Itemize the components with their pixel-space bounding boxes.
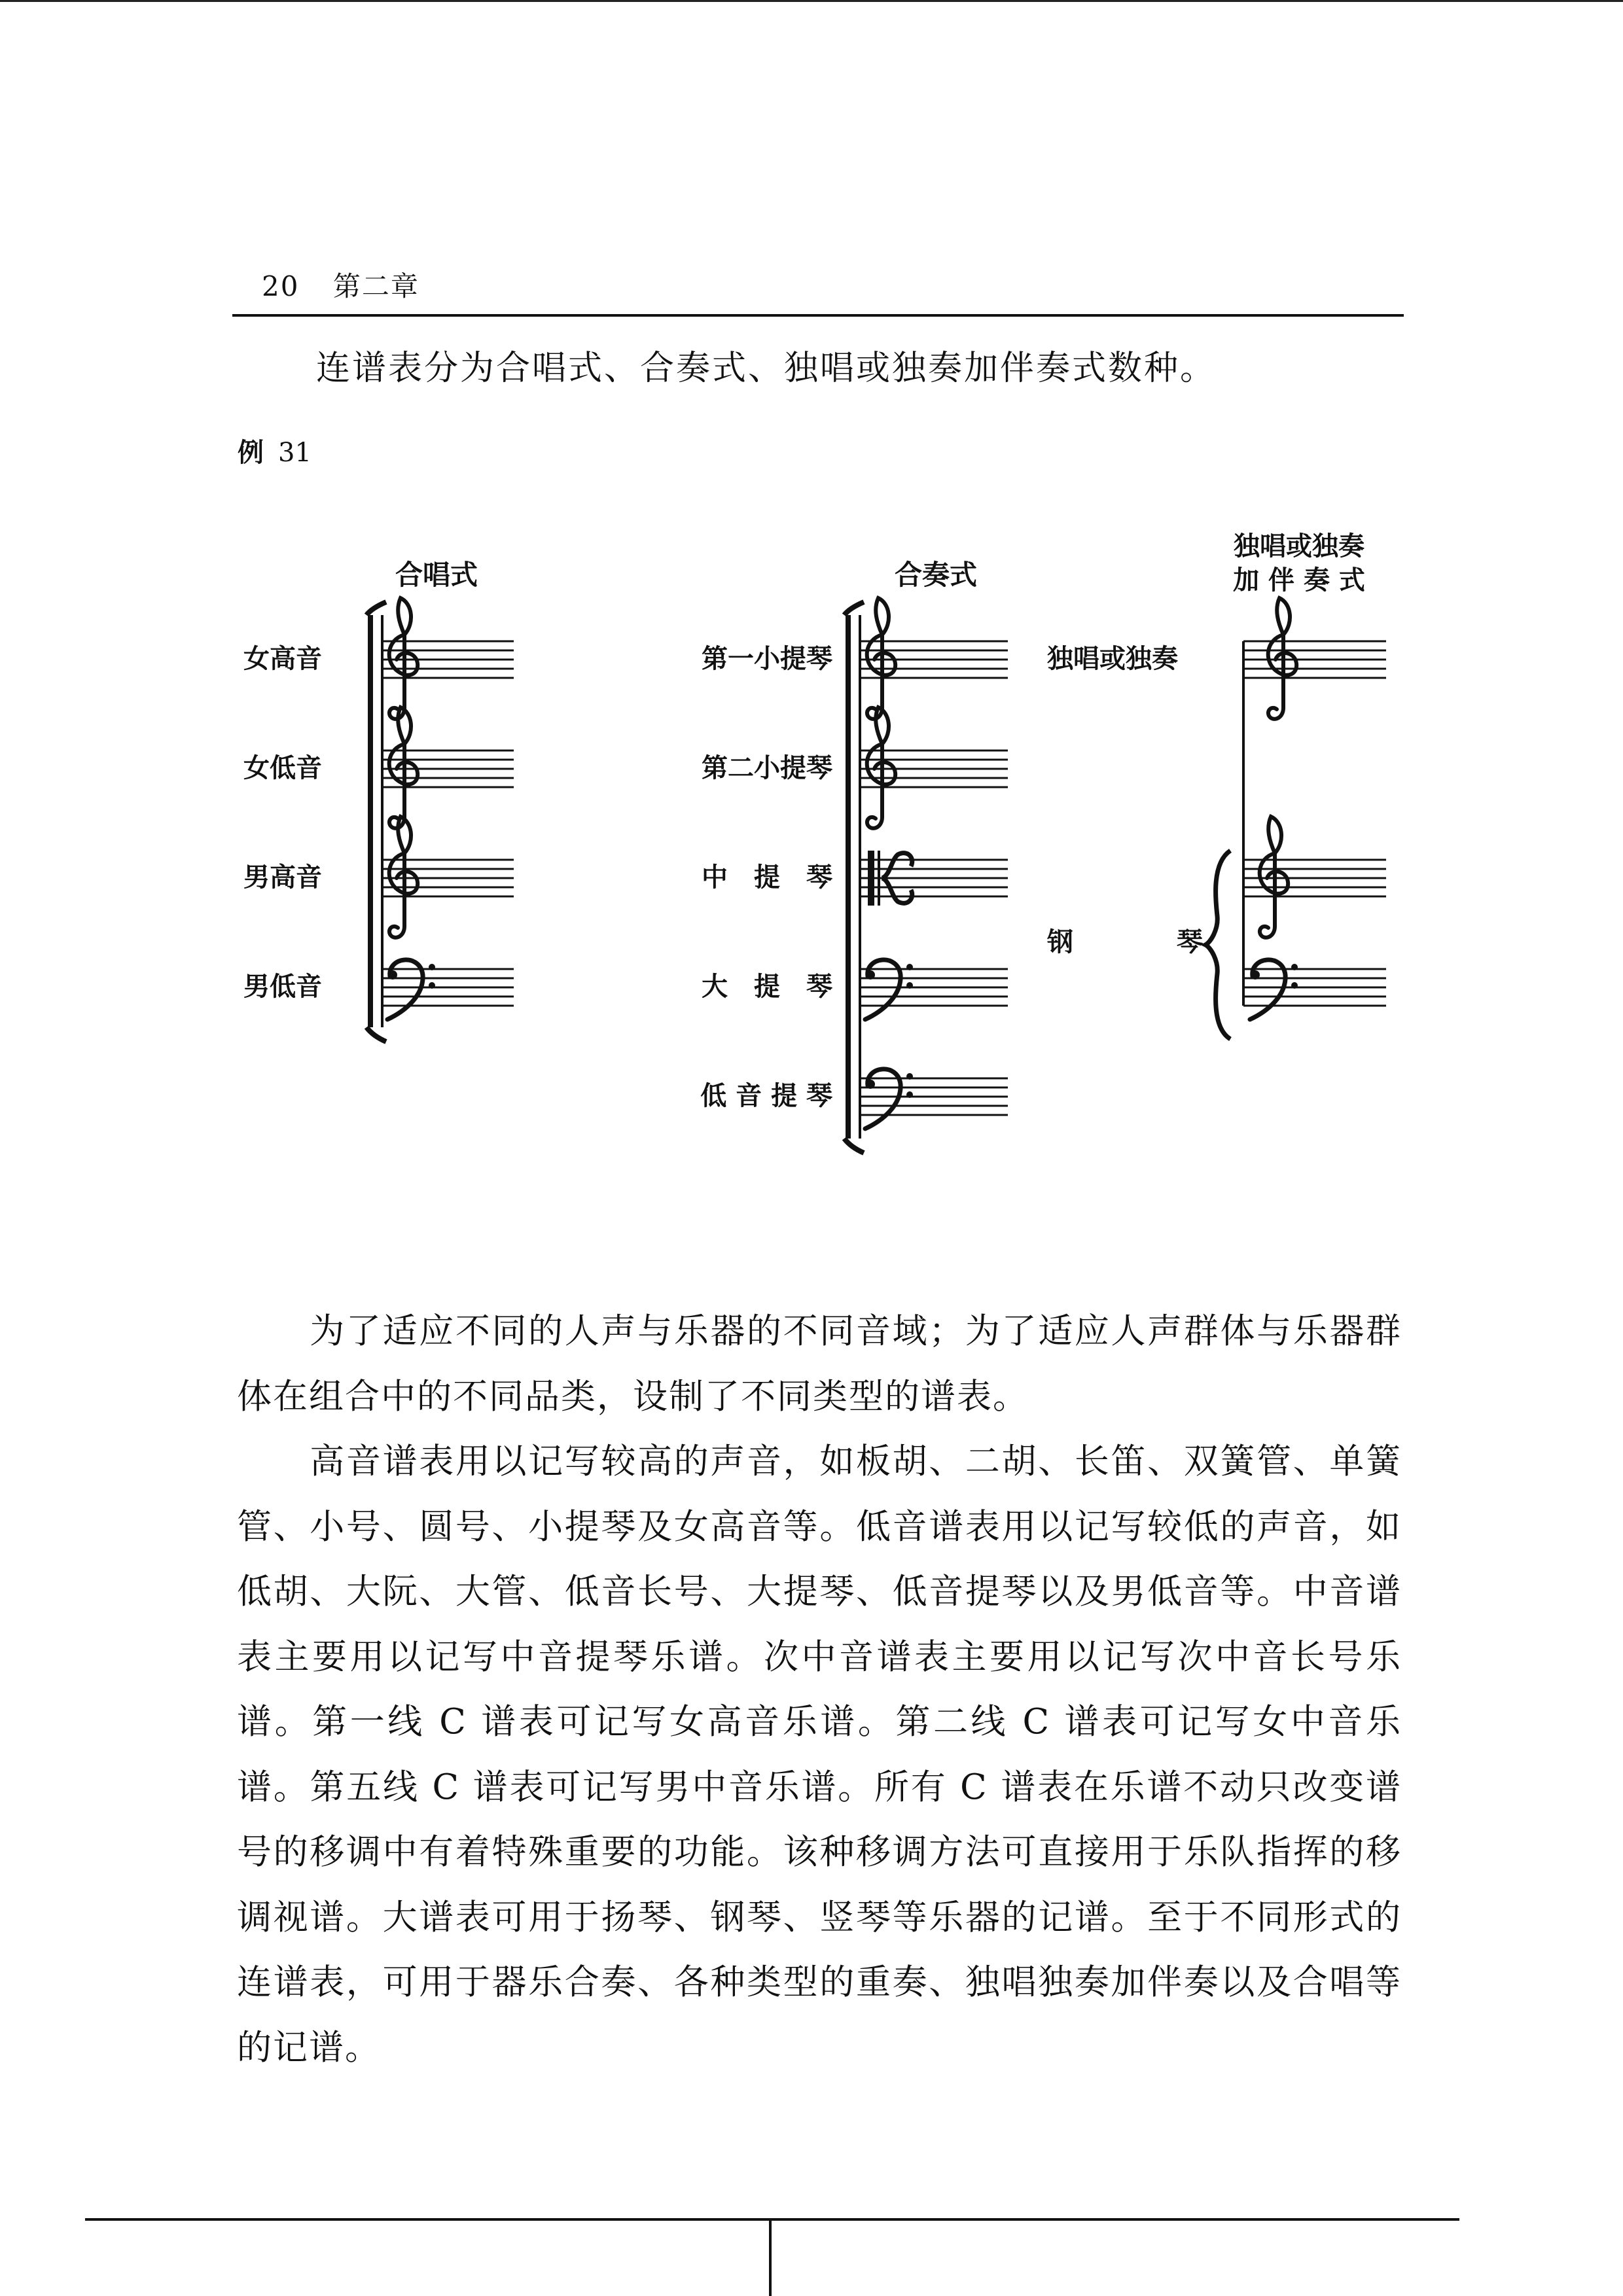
ensemble-staff-label: 第一小提琴 [702, 644, 832, 674]
piano-brace-icon [1205, 851, 1230, 1039]
intro-text: 连谱表分为合唱式、合奏式、独唱或独奏加伴奏式数种。 [316, 349, 1217, 388]
choral-system [243, 598, 514, 1042]
ensemble-system [700, 598, 1008, 1153]
choral-staff-label: 女高音 [243, 644, 322, 674]
staff-lines [1243, 969, 1386, 1006]
staff-lines [860, 969, 1008, 1006]
choral-title: 合唱式 [395, 559, 478, 591]
staff-lines [860, 1078, 1008, 1115]
solo-title-line1: 独唱或独奏 [1234, 531, 1364, 561]
ensemble-staff-label: 大 提 琴 [702, 972, 832, 1002]
treble-clef-icon [867, 598, 895, 719]
header-rule [232, 314, 1404, 317]
solo-staff-label: 独唱或独奏 [1047, 644, 1178, 674]
page-top-border [0, 0, 1623, 2]
treble-clef-icon [389, 817, 418, 938]
staff-lines [382, 969, 514, 1006]
paragraph: 高音谱表用以记写较高的声音，如板胡、二胡、长笛、双簧管、单簧管、小号、圆号、小提琴及女高音等。低音谱表用以记写较低的声音，如低胡、大阮、大管、低音长号、大提琴、低音提琴以及男低音等。中音谱表主要用以记写中音提琴乐谱。次中音谱表主要用以记写次中音长号乐谱。第一线 C 谱表可记写女高音乐谱。第二线 C 谱表可记写女中音乐谱。第五线 C 谱表可记写男中音乐谱。所有 C 谱表在乐谱不动只改变谱号的移调中有着特殊重要的功能。该种移调方法可直接用于乐队指挥的移调视谱。大谱表可用于扬琴、钢琴、竖琴等乐器的记谱。至于不同形式的连谱表，可用于器乐合奏、各种类型的重奏、独唱独奏加伴奏以及合唱等的记谱。 [237, 1441, 1402, 2068]
treble-clef-icon [389, 707, 418, 828]
choral-staff-label: 女低音 [243, 753, 322, 783]
ensemble-staff-label: 低 音 提 琴 [700, 1081, 832, 1111]
example-number: 31 [278, 438, 312, 468]
treble-clef-icon [389, 598, 418, 719]
staff-lines [1243, 641, 1386, 678]
choral-staff-label: 男低音 [243, 972, 322, 1002]
example-label [238, 432, 312, 469]
treble-clef-icon [867, 707, 895, 828]
solo-title-line2: 加 伴 奏 式 [1233, 565, 1365, 595]
example-prefix: 例 [238, 437, 264, 468]
solo-accompaniment-system [1047, 598, 1386, 1039]
staff-lines [1243, 860, 1386, 896]
treble-clef-icon [1268, 598, 1296, 719]
piano-label-part2: 琴 [1177, 927, 1203, 957]
bottom-rule [85, 2218, 1459, 2221]
treble-clef-icon [1260, 817, 1288, 938]
piano-label-part1: 钢 [1047, 927, 1073, 957]
body-text [237, 1299, 1402, 2080]
ensemble-staff-label: 第二小提琴 [702, 753, 832, 783]
chapter-title: 第二章 [332, 270, 419, 302]
ensemble-staff-label: 中 提 琴 [702, 862, 832, 892]
running-header [262, 265, 419, 304]
choral-staff-label: 男高音 [243, 862, 322, 892]
page-number: 20 [262, 270, 300, 302]
staff-lines [860, 860, 1008, 896]
ensemble-title: 合奏式 [894, 559, 978, 591]
staff-systems-figure [0, 510, 1623, 1204]
paragraph: 为了适应不同的人声与乐器的不同音域；为了适应人声群体与乐器群体在组合中的不同品类，设制了不同类型的谱表。 [237, 1311, 1402, 1417]
bottom-tick [769, 2218, 772, 2296]
